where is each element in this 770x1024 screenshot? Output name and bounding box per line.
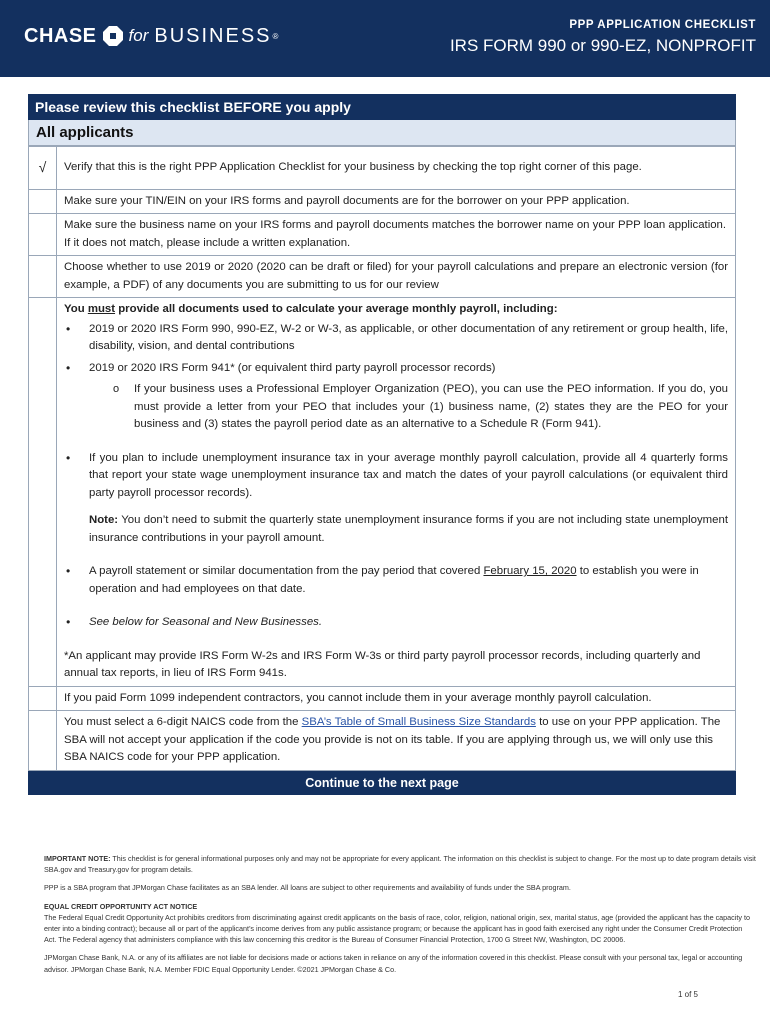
ecoa-notice	[44, 901, 756, 946]
payroll-heading-suffix: provide all documents used to calculate your average monthly payroll, including:	[115, 303, 558, 315]
note-label: Note:	[89, 514, 119, 526]
page-number: 1 of 5	[677, 990, 698, 999]
ppp-note: PPP is a SBA program that JPMorgan Chase facilitates as an SBA lender. All loans are subject to other requirements and availability of funds under the SBA program.	[44, 883, 571, 893]
payroll-heading-prefix: You	[64, 303, 88, 315]
bullet-unemployment: If you plan to include unemployment insurance tax in your average monthly payroll calculation, provide all 4 quarterly forms that report your state wage unemployment insurance tax and match the dates of your payroll calculations (or equivalent third party payroll processor records).	[89, 451, 728, 499]
list-item	[64, 360, 728, 434]
list-item	[111, 381, 728, 434]
list-item	[64, 563, 728, 598]
check-cell[interactable]	[29, 214, 57, 256]
list-item	[64, 321, 728, 356]
list-item	[64, 614, 728, 632]
bullet-form-941: 2019 or 2020 IRS Form 941* (or equivalent third party payroll processor records)	[89, 361, 496, 374]
checklist-row	[29, 189, 736, 214]
logo-for-text: for	[128, 26, 149, 45]
important-note	[44, 853, 756, 875]
review-banner	[28, 94, 736, 120]
footer-disclosures	[44, 853, 756, 982]
payroll-heading-must: must	[87, 303, 116, 315]
bullet-seasonal: See below for Seasonal and New Businesses.	[89, 616, 323, 628]
section-title: All applicants	[28, 120, 736, 146]
tin-item: Make sure your TIN/EIN on your IRS forms and payroll documents are for the borrower on your PPP application.	[57, 189, 736, 214]
review-banner-suffix: you apply	[281, 99, 351, 115]
checklist-row	[29, 214, 736, 256]
sba-size-standards-link[interactable]: SBA’s Table of Small Business Size Standards	[301, 716, 536, 728]
naics-suffix: to use on your PPP application. The SBA will not accept your application if the code you provide is not on its table. If you are applying through us, we will only use this SBA NAICS code for your PPP application.	[64, 716, 721, 763]
contractors-item: If you paid Form 1099 independent contractors, you cannot include them in your average monthly payroll calculation.	[57, 686, 736, 711]
unemployment-note	[89, 512, 728, 547]
logo-business-text: BUSINESS	[154, 24, 272, 47]
check-cell[interactable]	[29, 686, 57, 711]
payroll-bullet-list	[64, 321, 728, 632]
checklist-table	[28, 146, 736, 771]
check-mark-cell[interactable]	[29, 147, 57, 190]
list-item	[64, 450, 728, 548]
naics-item	[57, 711, 736, 771]
checklist	[28, 94, 736, 795]
review-banner-prefix: Please review this checklist	[35, 99, 224, 115]
page-header	[0, 0, 770, 77]
bullet-irs-forms: 2019 or 2020 IRS Form 990, 990-EZ, W-2 or W-3, as applicable, or other documentation of any retirement or group health, life, disability, vision, and dental contributions	[89, 322, 728, 352]
note-text: You don’t need to submit the quarterly state unemployment insurance forms if you are not including state unemployment insurance contributions in your payroll amount.	[89, 514, 728, 544]
payroll-documents-item	[57, 298, 736, 687]
checklist-row	[29, 711, 736, 771]
asterisk-note: *An applicant may provide IRS Form W-2s and IRS Form W-3s or third party payroll processor records, including quarterly and annual tax reports, in lieu of IRS Form 941s.	[64, 649, 701, 679]
check-mark-icon: √	[38, 159, 47, 175]
naics-prefix: You must select a 6-digit NAICS code from the	[64, 716, 302, 728]
checklist-row	[29, 147, 736, 190]
check-cell[interactable]	[29, 189, 57, 214]
peo-sub-list	[111, 381, 728, 434]
bullet-statement-date: February 15, 2020	[483, 565, 577, 577]
check-cell[interactable]	[29, 298, 57, 687]
check-cell[interactable]	[29, 711, 57, 771]
header-title: IRS FORM 990 or 990-EZ, NONPROFIT	[449, 36, 756, 55]
logo-chase-text: CHASE	[24, 24, 97, 47]
checklist-row	[29, 256, 736, 298]
header-subtitle: PPP APPLICATION CHECKLIST	[569, 19, 756, 31]
verify-item: Verify that this is the right PPP Application Checklist for your business by checking the top right corner of this page.	[57, 147, 736, 190]
business-name-item: Make sure the business name on your IRS forms and payroll documents matches the borrower name on your PPP loan application. If it does not match, please include a written explanation.	[57, 214, 736, 256]
important-label: IMPORTANT NOTE:	[44, 854, 111, 863]
important-text: This checklist is for general informational purposes only and may not be appropriate for every applicant. The information on this checklist is subject to change. For the most up to date program details visit SBA.gov and Treasury.gov for program details.	[44, 854, 756, 875]
logo-registered-mark: ®	[272, 31, 279, 41]
checklist-row	[29, 686, 736, 711]
liability-note: JPMorgan Chase Bank, N.A. or any of its affiliates are not liable for decisions made or actions taken in reliance on any of the information covered in this checklist. Please consult with your personal tax, legal or accounting advisor. JPMorgan Chase Bank, N.A. Member FDIC Equal Opportunity Lender. ©2021 JPMorgan Chase & Co.	[44, 953, 743, 974]
continue-banner: Continue to the next page	[28, 771, 736, 795]
review-banner-emphasis: BEFORE	[223, 99, 282, 115]
checklist-row	[29, 298, 736, 687]
payroll-year-item: Choose whether to use 2019 or 2020 (2020 can be draft or filed) for your payroll calculations and prepare an electronic version (for example, a PDF) of any documents you are submitting to us for our review	[57, 256, 736, 298]
payroll-heading	[64, 301, 728, 319]
bullet-statement-suffix: to establish you were in operation and had employees on that date.	[89, 565, 699, 595]
sub-bullet-peo: If your business uses a Professional Employer Organization (PEO), you can use the PEO information. If you do, you must provide a letter from your PEO that includes your (1) business name, (2) states they are the PEO for your business and (3) states the payroll period date as an alternative to a Schedule R (Form 941).	[134, 383, 728, 430]
ecoa-text: The Federal Equal Credit Opportunity Act prohibits creditors from discriminating against credit applicants on the basis of race, color, religion, national origin, sex, marital status, age (provided the applicant has the capacity to enter into a binding contract); because all or part of the applicant’s income derives from any public assistance program; or because the applicant has in good faith exercised any right under the Consumer Credit Protection Act. The Federal agency that administers compliance with this law concerning this creditor is the Bureau of Consumer Financial Protection, 1700 G Street NW, Washington, DC 20006.	[44, 912, 750, 945]
bullet-statement-prefix: A payroll statement or similar documentation from the pay period that covered	[89, 565, 484, 577]
chase-for-business-logo	[24, 22, 278, 50]
ecoa-title: EQUAL CREDIT OPPORTUNITY ACT NOTICE	[44, 901, 198, 911]
chase-octagon-icon	[103, 26, 123, 46]
check-cell[interactable]	[29, 256, 57, 298]
